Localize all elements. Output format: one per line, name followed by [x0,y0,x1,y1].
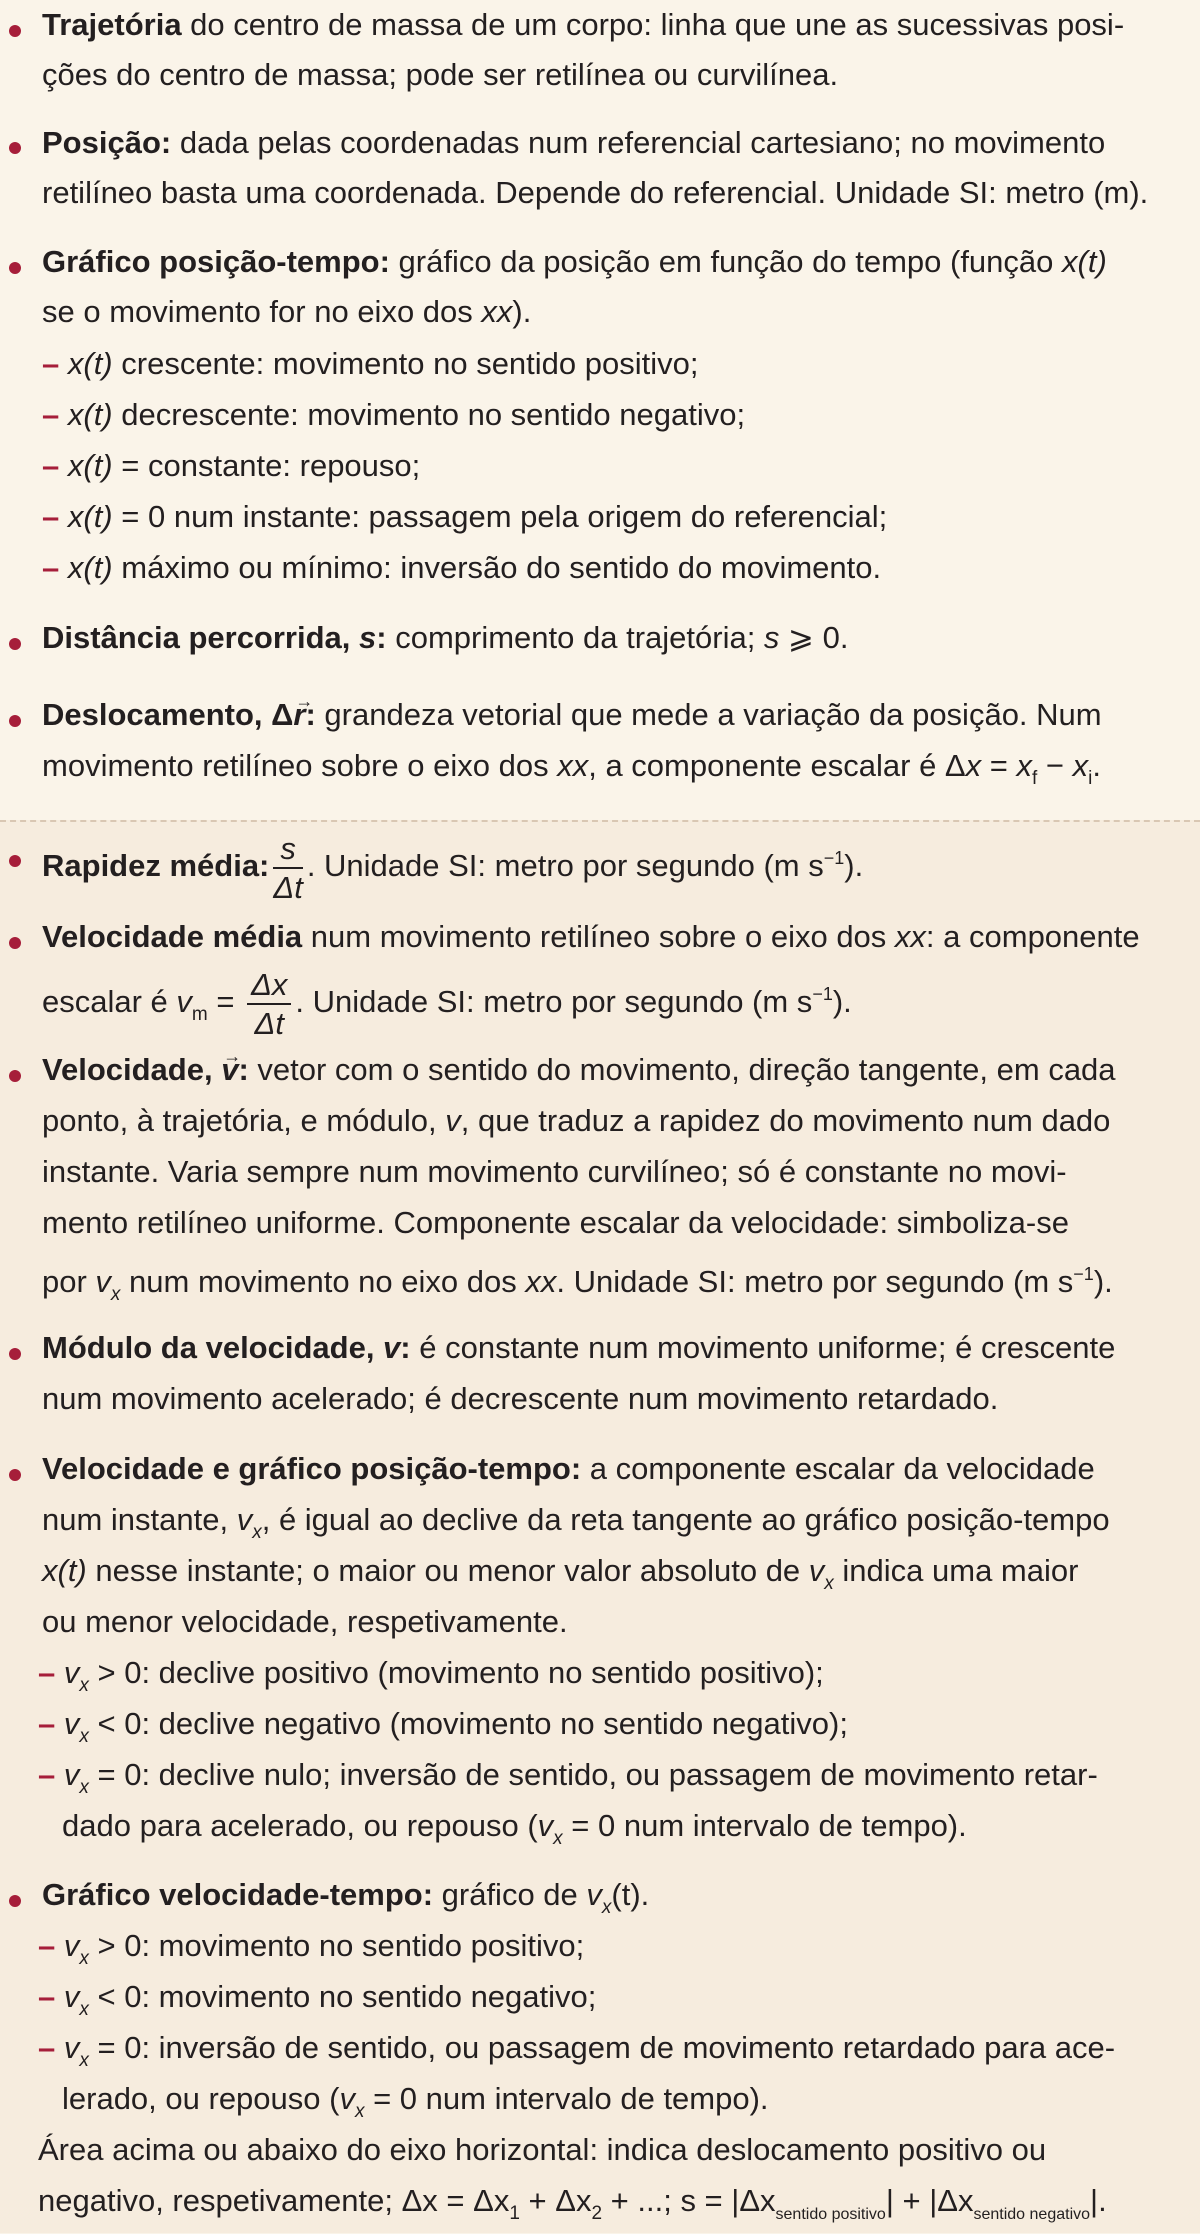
vector-symbol: r → [293,696,305,734]
fraction-numerator: s [273,833,302,869]
bullet-icon [9,142,21,154]
subscript: x [824,1573,834,1594]
sub-item: – $v_x < 0$: movimento no sentido negativo; [38,1979,597,2020]
sub-item-continuation [62,1807,967,1858]
math-expr: x(t) [1062,244,1107,279]
text: se o movimento for no eixo dos [42,294,482,329]
text: . Unidade SI: metro por segundo (m s [306,848,824,883]
text: ou menor velocidade, respetivamente. [42,1604,568,1639]
text: grandeza vetorial que mede a variação da posição. Num [315,697,1102,732]
term: Velocidade, [42,1052,222,1087]
fraction-denominator: Δt [254,1005,284,1041]
term: : [238,1052,249,1087]
subscript: x [79,1777,89,1798]
text: , a componente escalar é Δ [588,748,966,783]
text: ⩾ 0. [779,620,849,655]
text: indica uma maior [833,1553,1079,1588]
math-expr: xx [894,919,926,954]
math-expr: v [176,984,192,1019]
line [42,1501,1110,1552]
math-expr: v [63,1706,80,1741]
math-expr: xx [525,1264,557,1299]
text: negativo, respetivamente; Δx = Δx [38,2183,510,2218]
text: = 0 num instante: passagem pela origem do referencial; [112,499,888,534]
text: : a componente [925,919,1140,954]
math-expr: v [63,2030,80,2065]
sub-item: – x(t) decrescente: movimento no sentido negativo; [42,397,746,432]
text: dada pelas coordenadas num referencial cartesiano; no movimento [171,125,1106,160]
line [42,1255,1113,1314]
fraction [273,830,303,905]
text: . Unidade SI: metro por segundo (m s [295,984,813,1019]
line [42,747,1101,798]
line [42,1876,649,1927]
line [42,293,531,331]
text: é constante num movimento uniforme; é crescente [410,1330,1116,1365]
text: ). [832,984,852,1019]
text: = [207,984,244,1019]
text: gráfico de [433,1877,587,1912]
sub-item-continuation [62,2080,769,2131]
math-expr: v [63,1757,80,1792]
text: num movimento retilíneo sobre o eixo dos [302,919,895,954]
math-expr: v [63,1979,80,2014]
subscript: x [79,2050,89,2071]
line [42,1204,1069,1242]
text: < 0: movimento no sentido negativo; [88,1979,597,2014]
math-expr: xx [481,294,513,329]
subscript: x [354,2101,365,2122]
bullet-icon [9,262,21,274]
text: movimento retilíneo sobre o eixo dos [42,748,558,783]
text: Área acima ou abaixo do eixo horizontal: indica deslocamento positivo ou [38,2132,1047,2167]
text: = 0 num intervalo de tempo). [562,1808,967,1843]
text: escalar é [42,984,177,1019]
subscript: 2 [591,2203,603,2224]
superscript: −1 [1073,1264,1094,1284]
text: ponto, à trajetória, e módulo, [42,1103,446,1138]
math-expr: x [1072,748,1089,783]
math-expr: v [808,1553,825,1588]
subscript: x [79,1726,89,1747]
text: a componente escalar da velocidade [581,1451,1095,1486]
sub-item: – x(t) crescente: movimento no sentido positivo; [42,346,699,381]
line [42,174,1148,212]
bullet-icon [9,1348,21,1360]
term: Deslocamento, Δ [42,697,294,732]
term: Gráfico posição-tempo: [42,244,390,279]
math-expr: v [95,1264,111,1299]
term: Módulo da velocidade, [42,1330,384,1365]
sub-item: – $v_x > 0$: declive positivo (movimento no sentido positivo); [38,1655,824,1696]
sub-item: – x(t) = constante: repouso; [42,448,421,483]
subscript: x [553,1828,563,1849]
text: ). [844,848,864,883]
text: do centro de massa de um corpo: linha que une as sucessivas posi- [181,7,1125,42]
text: |. [1090,2183,1107,2218]
term: Posição: [42,125,172,160]
subscript: sentido negativo [973,2206,1091,2223]
bullet-icon [9,25,21,37]
text: (t). [611,1877,650,1912]
line [42,1329,1115,1367]
math-expr: x(t) [67,448,113,483]
text: retilíneo basta uma coordenada. Depende do referencial. Unidade SI: metro (m). [42,175,1149,210]
subscript: x [601,1897,612,1918]
text: = [981,748,1017,783]
term: : [305,697,316,732]
sub-item: – $v_x = 0$: inversão de sentido, ou passagem de movimento retardado para ace- [38,2030,1116,2071]
text: dado para acelerado, ou repouso ( [62,1808,538,1843]
text: lerado, ou repouso ( [62,2081,340,2116]
text: ções do centro de massa; pode ser retilínea ou curvilínea. [42,57,839,92]
line [42,1051,1116,1089]
subscript: f [1031,768,1038,789]
line [42,1102,1110,1140]
text: , que traduz a rapidez do movimento num dado [460,1103,1111,1138]
math-expr: x(t) [67,499,113,534]
math-expr: x(t) [67,550,113,585]
text: > 0: declive positivo (movimento no sentido positivo); [88,1655,824,1690]
text: decrescente: movimento no sentido negativo; [112,397,746,432]
math-expr: x(t) [67,346,113,381]
math-expr: v [63,1928,80,1963]
term: Gráfico velocidade-tempo: [42,1877,434,1912]
math-expr: v [383,1330,401,1365]
subscript: 1 [509,2203,520,2224]
text: | + |Δx [885,2183,974,2218]
subscript: x [79,1675,89,1696]
text: num movimento no eixo dos [120,1264,526,1299]
bullet-icon [9,855,21,867]
sub-item: – $v_x = 0$: declive nulo; inversão de sentido, ou passagem de movimento retar- [38,1757,1098,1798]
text: . Unidade SI: metro por segundo (m s [556,1264,1074,1299]
text: num movimento acelerado; é decrescente num movimento retardado. [42,1381,999,1416]
subscript: i [1088,768,1093,789]
bullet-icon [9,638,21,650]
math-expr: v [63,1655,80,1690]
line [42,824,863,903]
term: Velocidade média [42,919,303,954]
text: num instante, [42,1502,237,1537]
text: ). [1093,1264,1113,1299]
superscript: −1 [812,984,833,1004]
line [42,958,852,1051]
vector-symbol: v → [221,1051,238,1089]
text: = 0: declive nulo; inversão de sentido, ou passagem de movimento retar- [88,1757,1098,1792]
term: Velocidade e gráfico posição-tempo: [42,1451,582,1486]
line [42,1153,1067,1191]
line [42,1450,1095,1488]
math-expr: v [445,1103,461,1138]
line [42,56,838,94]
text: ). [512,294,532,329]
math-expr: x [1016,748,1032,783]
section-divider [0,820,1200,822]
fraction [247,966,291,1041]
math-expr: v [236,1502,253,1537]
line [42,6,1124,44]
fraction-denominator: Δt [273,869,303,905]
area-note [38,2131,1046,2169]
bullet-icon [9,1895,21,1907]
text: nesse instante; o maior ou menor valor absoluto de [86,1553,809,1588]
sub-item: – $v_x < 0$: declive negativo (movimento no sentido negativo); [38,1706,848,1747]
text: > 0: movimento no sentido positivo; [88,1928,585,1963]
text: vetor com o sentido do movimento, direção tangente, em cada [248,1052,1116,1087]
math-expr: x(t) [67,397,113,432]
text: + ...; s = |Δx [602,2183,776,2218]
text: mento retilíneo uniforme. Componente escalar da velocidade: simboliza-se [42,1205,1069,1240]
line [42,619,848,657]
text: por [42,1264,96,1299]
text: − [1037,748,1073,783]
bullet-icon [9,715,21,727]
text: comprimento da trajetória; [386,620,764,655]
area-note [38,2182,1107,2234]
text: < 0: declive negativo (movimento no sentido negativo); [88,1706,848,1741]
math-expr: v [339,2081,355,2116]
sub-item: – $v_x > 0$: movimento no sentido positivo; [38,1928,585,1969]
text: , é igual ao declive da reta tangente ao gráfico posição-tempo [261,1502,1110,1537]
subscript: m [191,1004,208,1025]
line [42,696,1102,734]
line [42,1552,1078,1603]
text: crescente: movimento no sentido positivo; [112,346,699,381]
text: = 0: inversão de sentido, ou passagem de movimento retardado para ace- [88,2030,1116,2065]
bullet-icon [9,1469,21,1481]
line [42,918,1140,956]
subscript: sentido positivo [775,2206,886,2223]
math-expr: s [763,620,780,655]
text: . [1092,748,1101,783]
math-expr: x(t) [42,1553,87,1588]
sub-item: – x(t) = 0 num instante: passagem pela origem do referencial; [42,499,888,534]
math-expr: x [965,748,982,783]
math-expr: xx [557,748,589,783]
subscript: x [79,1999,89,2020]
text: instante. Varia sempre num movimento curvilíneo; só é constante no movi- [42,1154,1067,1189]
math-expr: v [586,1877,602,1912]
bullet-icon [9,937,21,949]
subscript: x [252,1522,262,1543]
term: Trajetória [42,7,182,42]
line [42,243,1107,281]
line [42,124,1105,162]
math-expr: v [537,1808,554,1843]
subscript: x [79,1948,89,1969]
subscript: x [110,1284,121,1305]
line [42,1603,568,1641]
sub-item: – x(t) máximo ou mínimo: inversão do sentido do movimento. [42,550,882,585]
superscript: −1 [823,848,845,868]
line [42,1380,998,1418]
fraction-numerator: Δx [247,969,291,1005]
bullet-icon [9,1070,21,1082]
math-expr: s [359,620,377,655]
term: : [376,620,387,655]
term: Distância percorrida, [42,620,360,655]
text: máximo ou mínimo: inversão do sentido do movimento. [112,550,882,585]
term: : [400,1330,411,1365]
text: gráfico da posição em função do tempo (função [389,244,1063,279]
text: = constante: repouso; [112,448,421,483]
term: Rapidez média: [42,848,270,883]
text: = 0 num intervalo de tempo). [364,2081,769,2116]
text: + Δx [519,2183,592,2218]
